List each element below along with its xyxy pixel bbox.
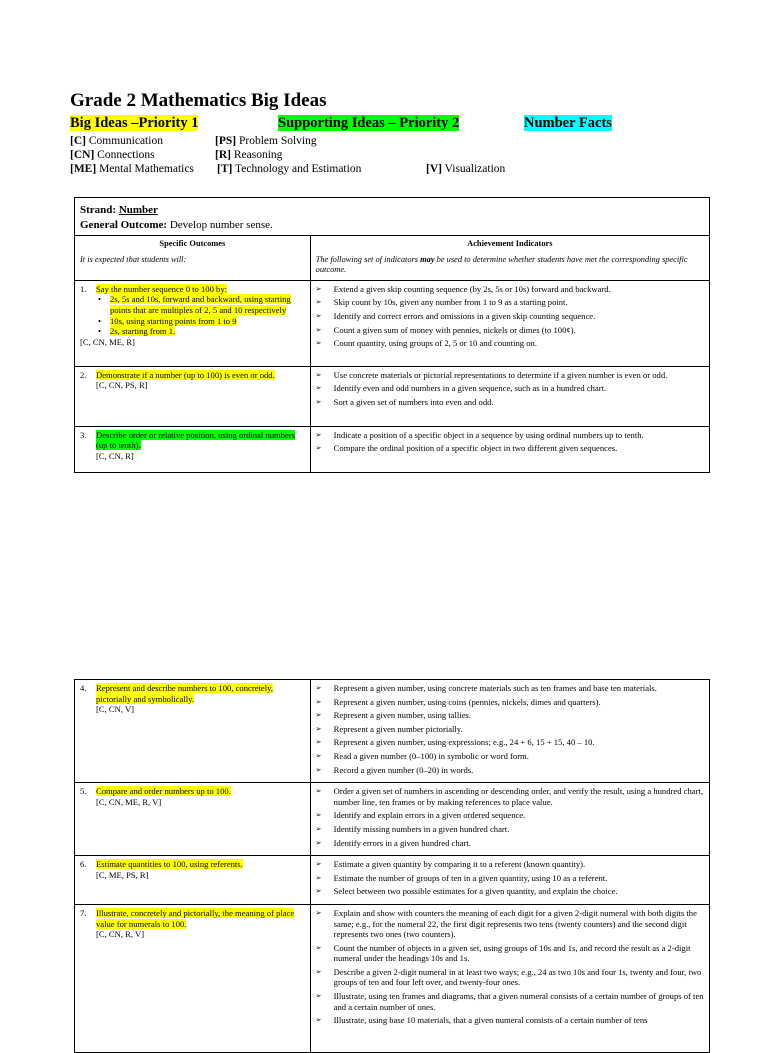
- outcome-codes: [C, CN, V]: [96, 704, 135, 715]
- outcome-text: Say the number sequence 0 to 100 by:: [96, 283, 228, 294]
- outcome-codes: [C, CN, PS, R]: [96, 380, 148, 391]
- legend-technology: [T] Technology and Estimation: [217, 163, 362, 175]
- outcome-codes: [C, CN, ME, R, V]: [96, 796, 162, 807]
- indicator-list: ➢ Use concrete materials or pictorial representations to determine if a given number is even or odd. ➢ Identify even and odd numbers in a given sequence, such as in a hundred chart. ➢ Sort a given set of numbers into even and odd.: [316, 370, 704, 408]
- outcome-text: Illustrate, concretely and pictorially, the meaning of place value for numerals to 100.: [96, 907, 295, 929]
- legend-mental-math: [ME] Mental Mathematics: [70, 163, 194, 175]
- outcome-text: Describe order or relative position, using ordinal numbers (up to tenth).: [96, 429, 296, 451]
- outcome-text: Demonstrate if a number (up to 100) is even or odd.: [96, 369, 275, 380]
- outcome-codes: [C, ME, PS, R]: [96, 869, 149, 880]
- legend-reasoning: [R] Reasoning: [215, 149, 283, 161]
- legend-connections: [CN] Connections: [70, 149, 155, 161]
- legend-communication: [C] Communication: [70, 135, 163, 147]
- number-facts-label: Number Facts: [524, 115, 612, 131]
- outcome-text: Estimate quantities to 100, using referents.: [96, 859, 243, 870]
- outcome-text: Compare and order numbers up to 100.: [96, 786, 231, 797]
- achievement-indicators-sub: The following set of indicators may be used to determine whether students have met the corresponding specific outcome.: [315, 254, 688, 275]
- page-title: Grade 2 Mathematics Big Ideas: [70, 90, 327, 111]
- column-header-row: [75, 236, 710, 281]
- table-row: 6. Estimate quantities to 100, using referents. [C, ME, PS, R] ➢ Estimate a given quantity by comparing it to a referent (known quantity). ➢ Estimate the number of groups of ten in a given quantity, using 10 as a referent. ➢ Select between two possible estimates for a given quantity, and explain the choice.: [75, 856, 710, 905]
- outcomes-table-2: [74, 679, 710, 1053]
- outcomes-table-1: [74, 197, 710, 473]
- table-row: 2. Demonstrate if a number (up to 100) is even or odd. [C, CN, PS, R] ➢ Use concrete materials or pictorial representations to determine if a given number is even or odd. ➢ Identify even and odd numbers in a given sequence, such as in a hundred chart. ➢ Sort a given set of numbers into even and odd.: [75, 366, 710, 426]
- indicator-list: ➢ Explain and show with counters the meaning of each digit for a given 2-digit numeral with both digits the same; e.g., for the numeral 22, the first digit represents two tens (twenty counters) and the second digit represents two ones (two counters). ➢ Count the number of objects in a given set, using groups of 10s and 1s, and record the result as a 2-digit numeral under the headings 10s and 1s. ➢ Describe a given 2-digit numeral in at least two ways; e.g., 24 as two 10s and four 1s, twenty and four, two groups of ten and four left over, and twenty-four ones. ➢ Illustrate, using ten frames and diagrams, that a given numeral consists of a certain number of groups of ten and a certain number of ones. ➢ Illustrate, using base 10 materials, that a given numeral consists of a certain number of tens: [316, 908, 704, 1026]
- indicator-list: ➢ Order a given set of numbers in ascending or descending order, and verify the result, using a hundred chart, number line, ten frames or by making references to place value. ➢ Identify and explain errors in a given ordered sequence. ➢ Identify missing numbers in a given hundred chart. ➢ Identify errors in a given hundred chart.: [316, 786, 704, 848]
- specific-outcomes-header: Specific Outcomes: [159, 239, 226, 248]
- priority-1-label: Big Ideas –Priority 1: [70, 115, 199, 131]
- indicator-list: ➢ Represent a given number, using concrete materials such as ten frames and base ten materials. ➢ Represent a given number, using coins (pennies, nickels, dimes and quarters). ➢ Represent a given number, using tallies. ➢ Represent a given number pictorially. ➢ Represent a given number, using expressions; e.g., 24 + 6, 15 + 15, 40 – 10. ➢ Read a given number (0–100) in symbolic or word form. ➢ Record a given number (0–20) in words.: [316, 683, 704, 775]
- outcome-codes: [C, CN, R]: [96, 450, 134, 461]
- legend-problem-solving: [PS] Problem Solving: [215, 135, 317, 147]
- outcome-codes: [C, CN, R, V]: [96, 929, 145, 940]
- achievement-indicators-header: Achievement Indicators: [467, 239, 553, 248]
- indicator-list: ➢ Indicate a position of a specific object in a sequence by using ordinal numbers up to tenth. ➢ Compare the ordinal position of a specific object in two different given sequences.: [316, 430, 704, 454]
- priority-2-label: Supporting Ideas – Priority 2: [278, 115, 460, 131]
- indicator-list: ➢ Estimate a given quantity by comparing it to a referent (known quantity). ➢ Estimate the number of groups of ten in a given quantity, using 10 as a referent. ➢ Select between two possible estimates for a given quantity, and explain the choice.: [316, 859, 704, 897]
- legend-visualization: [V] Visualization: [426, 163, 506, 175]
- table-row: 7. Illustrate, concretely and pictorially, the meaning of place value for numerals to 100. [C, CN, R, V] ➢ Explain and show with counters the meaning of each digit for a given 2-digit numeral with both digits the same; e.g., for the numeral 22, the first digit represents two tens (twenty counters) and the second digit represents two ones (two counters). ➢ Count the number of objects in a given set, using groups of 10s and 1s, and record the result as a 2-digit numeral under the headings 10s and 1s. ➢ Describe a given 2-digit numeral in at least two ways; e.g., 24 as two 10s and four 1s, twenty and four, two groups of ten and four left over, and twenty-four ones. ➢ Illustrate, using ten frames and diagrams, that a given numeral consists of a certain number of groups of ten and a certain number of ones. ➢ Illustrate, using base 10 materials, that a given numeral consists of a certain number of tens: [75, 904, 710, 1052]
- table-row: 4. Represent and describe numbers to 100, concretely, pictorially and symbolically. [C, CN, V] ➢ Represent a given number, using concrete materials such as ten frames and base ten materials. ➢ Represent a given number, using coins (pennies, nickels, dimes and quarters). ➢ Represent a given number, using tallies. ➢ Represent a given number pictorially. ➢ Represent a given number, using expressions; e.g., 24 + 6, 15 + 15, 40 – 10. ➢ Read a given number (0–100) in symbolic or word form. ➢ Record a given number (0–20) in words.: [75, 680, 710, 783]
- outcome-codes: [C, CN, ME, R]: [80, 336, 135, 347]
- outcome-text: Represent and describe numbers to 100, concretely, pictorially and symbolically.: [96, 683, 273, 704]
- specific-outcomes-sub: It is expected that students will:: [80, 254, 187, 264]
- table-row: 1. Say the number sequence 0 to 100 by: • 2s, 5s and 10s, forward and backward, using starting points that are multiples of 2, 5 and 10 respectively • 10s, using starting points from 1 to 9 • 2s, starting from 1. [C, CN, ME, R] ➢ Extend a given skip counting sequence (by 2s, 5s or 10s) forward and backward. ➢ Skip count by 10s, given any number from 1 to 9 as a starting point. ➢ Identify and correct errors and omissions in a given skip counting sequence. ➢ Count a given sum of money with pennies, nickels or dimes (to 100¢). ➢ Count quantity, using groups of 2, 5 or 10 and counting on.: [75, 280, 710, 366]
- table-row: 5. Compare and order numbers up to 100. [C, CN, ME, R, V] ➢ Order a given set of numbers in ascending or descending order, and verify the result, using a hundred chart, number line, ten frames or by making references to place value. ➢ Identify and explain errors in a given ordered sequence. ➢ Identify missing numbers in a given hundred chart. ➢ Identify errors in a given hundred chart.: [75, 783, 710, 856]
- indicator-list: ➢ Extend a given skip counting sequence (by 2s, 5s or 10s) forward and backward. ➢ Skip count by 10s, given any number from 1 to 9 as a starting point. ➢ Identify and correct errors and omissions in a given skip counting sequence. ➢ Count a given sum of money with pennies, nickels or dimes (to 100¢). ➢ Count quantity, using groups of 2, 5 or 10 and counting on.: [316, 284, 704, 349]
- table-row: 3. Describe order or relative position, using ordinal numbers (up to tenth). [C, CN, R] ➢ Indicate a position of a specific object in a sequence by using ordinal numbers up to tenth. ➢ Compare the ordinal position of a specific object in two different given sequences.: [75, 426, 710, 472]
- strand-header: Strand: Number General Outcome: Develop number sense.: [75, 198, 710, 236]
